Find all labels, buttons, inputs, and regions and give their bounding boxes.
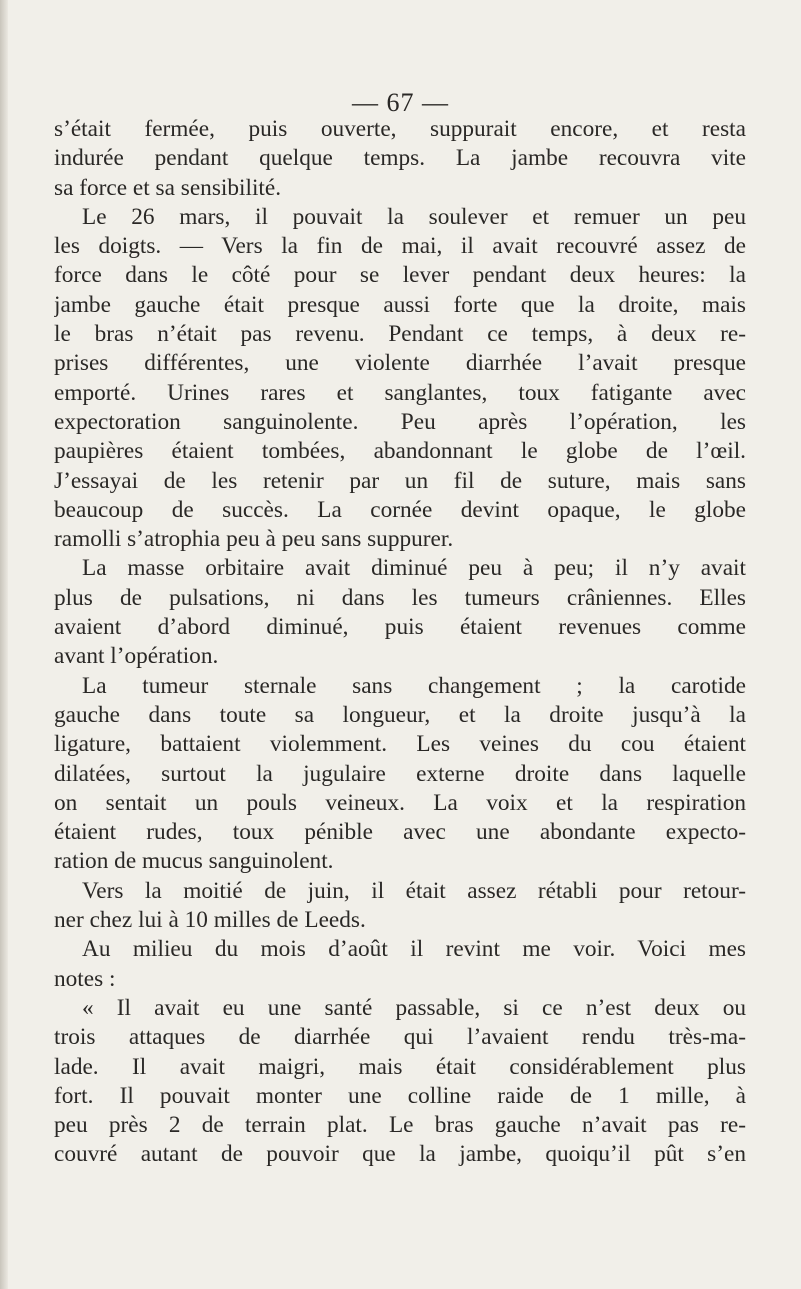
text-line: les doigts. — Vers la fin de mai, il avait recouvré assez de — [54, 233, 746, 260]
text-line: indurée pendant quelque temps. La jambe recouvra vite — [54, 145, 746, 172]
text-line: sa force et sa sensibilité. — [54, 174, 282, 201]
text-line: fort. Il pouvait monter une colline raide de 1 mille, à — [54, 1082, 746, 1109]
text-line: étaient rudes, toux pénible avec une abondante expecto- — [54, 819, 746, 846]
text-line: peu près 2 de terrain plat. Le bras gauche n’avait pas re- — [54, 1112, 746, 1139]
page-binding-edge — [0, 0, 8, 1289]
text-line: jambe gauche était presque aussi forte que la droite, mais — [54, 291, 746, 318]
text-line: La masse orbitaire avait diminué peu à peu; il n’y avait — [82, 555, 746, 582]
text-line: ligature, battaient violemment. Les veines du cou étaient — [54, 731, 746, 758]
body-text — [54, 115, 746, 1170]
text-line: gauche dans toute sa longueur, et la droite jusqu’à la — [54, 701, 746, 728]
text-line: beaucoup de succès. La cornée devint opaque, le globe — [54, 496, 746, 523]
text-line: avant l’opération. — [54, 643, 219, 670]
text-line: s’était fermée, puis ouverte, suppurait encore, et resta — [54, 116, 746, 142]
text-line: on sentait un pouls veineux. La voix et la respiration — [54, 789, 746, 816]
text-line: Le 26 mars, il pouvait la soulever et remuer un peu — [82, 203, 746, 230]
text-line: dilatées, surtout la jugulaire externe droite dans laquelle — [54, 760, 746, 787]
text-line: J’essayai de les retenir par un fil de suture, mais sans — [54, 467, 746, 494]
text-line: plus de pulsations, ni dans les tumeurs crâniennes. Elles — [54, 584, 746, 611]
text-line: La tumeur sternale sans changement ; la carotide — [82, 672, 746, 699]
text-line: expectoration sanguinolente. Peu après l’opération, les — [54, 408, 746, 435]
text-line: paupières étaient tombées, abandonnant le globe de l’œil. — [54, 438, 746, 465]
text-line: ner chez lui à 10 milles de Leeds. — [54, 907, 366, 934]
text-line: couvré autant de pouvoir que la jambe, quoiqu’il pût s’en — [54, 1141, 746, 1168]
text-line: trois attaques de diarrhée qui l’avaient rendu très-ma- — [54, 1024, 746, 1051]
text-line: « Il avait eu une santé passable, si ce n’est deux ou — [82, 994, 746, 1021]
text-line: force dans le côté pour se lever pendant deux heures: la — [54, 262, 746, 289]
text-line: ration de mucus sanguinolent. — [54, 848, 334, 875]
text-line: lade. Il avait maigri, mais était considérablement plus — [54, 1053, 746, 1080]
text-line: Vers la moitié de juin, il était assez rétabli pour retour- — [82, 877, 746, 904]
text-line: le bras n’était pas revenu. Pendant ce temps, à deux re- — [54, 321, 746, 348]
text-line: ramolli s’atrophia peu à peu sans suppurer. — [54, 526, 454, 553]
text-line: notes : — [54, 965, 116, 992]
text-line: avaient d’abord diminué, puis étaient revenues comme — [54, 614, 746, 641]
text-line: emporté. Urines rares et sanglantes, toux fatigante avec — [54, 379, 746, 406]
text-line: prises différentes, une violente diarrhée l’avait presque — [54, 350, 746, 377]
page-number-header: — 67 — — [352, 88, 449, 117]
text-line: Au milieu du mois d’août il revint me voir. Voici mes — [82, 936, 746, 963]
